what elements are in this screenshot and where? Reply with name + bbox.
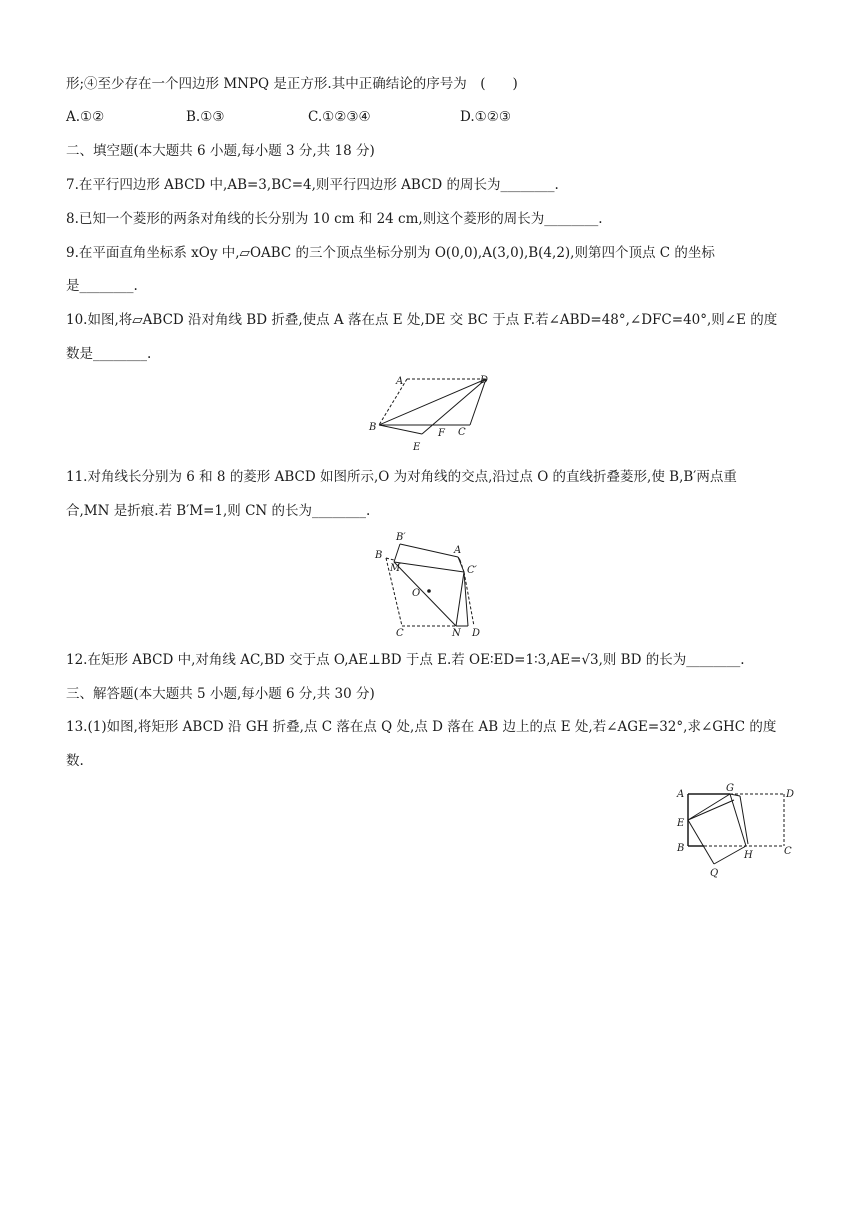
label-B: B bbox=[369, 422, 377, 433]
label-C: C bbox=[458, 427, 466, 438]
question-10-line-2: 数是________. bbox=[66, 346, 152, 362]
question-11-line-1: 11.对角线长分别为 6 和 8 的菱形 ABCD 如图所示,O 为对角线的交点,沿过点 O 的直线折叠菱形,使 B,B′两点重 bbox=[66, 469, 737, 485]
label-D: D bbox=[480, 375, 489, 386]
question-7: 7.在平行四边形 ABCD 中,AB=3,BC=4,则平行四边形 ABCD 的周长为________. bbox=[66, 177, 559, 193]
figure-q13 bbox=[674, 780, 804, 880]
question-11-line-2: 合,MN 是折痕.若 B′M=1,则 CN 的长为________. bbox=[66, 503, 371, 519]
label-G: G bbox=[726, 783, 734, 794]
label-A: A bbox=[454, 545, 462, 556]
question-10-line-1: 10.如图,将▱ABCD 沿对角线 BD 折叠,使点 A 落在点 E 处,DE 交 BC 于点 F.若∠ABD=48°,∠DFC=40°,则∠E 的度 bbox=[66, 312, 778, 328]
question-13-line-1: 13.(1)如图,将矩形 ABCD 沿 GH 折叠,点 C 落在点 Q 处,点 D 落在 AB 边上的点 E 处,若∠AGE=32°,求∠GHC 的度 bbox=[66, 719, 777, 735]
label-B: B bbox=[375, 550, 383, 561]
label-E: E bbox=[677, 818, 685, 829]
choice-c[interactable]: C.①②③④ bbox=[308, 109, 371, 125]
question-8: 8.已知一个菱形的两条对角线的长分别为 10 cm 和 24 cm,则这个菱形的周长为________. bbox=[66, 211, 603, 227]
label-B-prime: B′ bbox=[396, 532, 406, 543]
question-13-line-2: 数. bbox=[66, 753, 84, 769]
choice-b[interactable]: B.①③ bbox=[186, 109, 225, 125]
label-A: A bbox=[396, 376, 404, 387]
section-2-heading: 二、填空题(本大题共 6 小题,每小题 3 分,共 18 分) bbox=[66, 143, 375, 159]
question-9-line-2: 是________. bbox=[66, 278, 138, 294]
figure-q11 bbox=[372, 530, 492, 640]
label-C-prime: C′ bbox=[467, 565, 477, 576]
label-Q: Q bbox=[710, 868, 719, 879]
label-B: B bbox=[677, 843, 685, 854]
point-O bbox=[427, 589, 431, 593]
label-C: C bbox=[784, 846, 792, 857]
choice-d[interactable]: D.①②③ bbox=[460, 109, 511, 125]
question-12: 12.在矩形 ABCD 中,对角线 AC,BD 交于点 O,AE⊥BD 于点 E.若 OE∶ED=1∶3,AE=√3,则 BD 的长为________. bbox=[66, 652, 745, 668]
label-N: N bbox=[452, 628, 461, 639]
label-C: C bbox=[396, 628, 404, 639]
q6-tail-line: 形;④至少存在一个四边形 MNPQ 是正方形.其中正确结论的序号为 ( ) bbox=[66, 76, 518, 92]
label-H: H bbox=[744, 850, 753, 861]
question-9-line-1: 9.在平面直角坐标系 xOy 中,▱OABC 的三个顶点坐标分别为 O(0,0),A(3,0),B(4,2),则第四个顶点 C 的坐标 bbox=[66, 245, 715, 261]
choice-a[interactable]: A.①② bbox=[66, 109, 105, 125]
label-O: O bbox=[412, 588, 421, 599]
figure-q10 bbox=[366, 370, 506, 458]
label-A: A bbox=[677, 789, 685, 800]
label-D: D bbox=[786, 789, 795, 800]
label-M: M bbox=[390, 563, 401, 574]
section-3-heading: 三、解答题(本大题共 5 小题,每小题 6 分,共 30 分) bbox=[66, 686, 375, 702]
label-D: D bbox=[472, 628, 481, 639]
label-F: F bbox=[438, 428, 445, 439]
label-E: E bbox=[413, 442, 421, 453]
